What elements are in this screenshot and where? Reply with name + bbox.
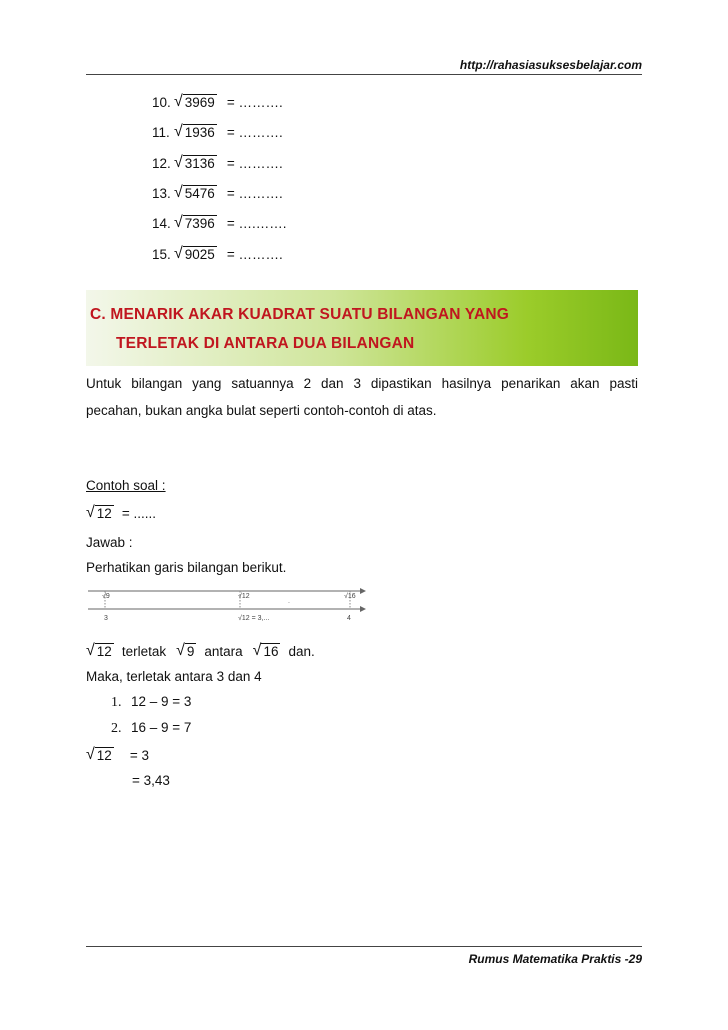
step-text: 12 – 9 = 3 [131, 694, 192, 709]
sqrt-icon: √ [86, 642, 95, 659]
exercise-answer: = ………. [226, 124, 283, 140]
top-arrow-icon [360, 588, 366, 594]
radicand: 3969 [184, 95, 215, 110]
sqrt-icon: √ [174, 93, 183, 110]
radicand: 16 [263, 644, 279, 659]
result-value-1: = 3 [129, 747, 149, 763]
sqrt-icon: √ [174, 184, 183, 201]
exercise-number: 15. [152, 246, 171, 262]
radical [253, 643, 281, 659]
sqrt-icon: √ [86, 504, 95, 521]
label-sqrt12-approx: √12 = 3,... [238, 615, 270, 622]
exercise-number: 11. [152, 124, 170, 140]
result-line-1 [86, 747, 149, 763]
step-text: 16 – 9 = 7 [131, 720, 192, 735]
intro-line-1: Untuk bilangan yang satuannya 2 dan 3 dipastikan hasilnya penarikan akan pasti [86, 376, 638, 391]
radicand: 9 [186, 644, 195, 659]
exercise-item [152, 155, 283, 171]
exercise-answer: = ………. [226, 155, 283, 171]
statement-line [86, 643, 315, 659]
radicand: 5476 [184, 186, 215, 201]
sqrt-icon: √ [174, 123, 183, 140]
example-question [86, 505, 156, 521]
instruction-text: Perhatikan garis bilangan berikut. [86, 560, 287, 575]
radicand: 12 [96, 748, 112, 763]
bottom-arrow-icon [360, 606, 366, 612]
radicand: 1936 [184, 125, 215, 140]
exercise-answer: = ………. [226, 94, 283, 110]
number-line-figure [88, 583, 366, 623]
statement-word: terletak [121, 643, 167, 659]
sqrt-icon: √ [176, 642, 185, 659]
label-sqrt9: √9 [102, 593, 110, 600]
radicand: 3136 [184, 156, 215, 171]
exercise-item [152, 215, 286, 231]
sqrt-icon: √ [174, 154, 183, 171]
exercise-number: 12. [152, 155, 171, 171]
header-url: http://rahasiasuksesbelajar.com [459, 58, 642, 72]
radical [176, 643, 196, 659]
footer-text: Rumus Matematika Praktis -29 [468, 952, 642, 966]
conclusion-text: Maka, terletak antara 3 dan 4 [86, 669, 262, 684]
footer-rule [86, 946, 642, 947]
radical [174, 94, 217, 110]
radical [86, 505, 114, 521]
radicand: 7396 [184, 216, 215, 231]
sqrt-icon: √ [252, 642, 262, 659]
label-sqrt12: √12 [238, 593, 250, 600]
sqrt-icon: √ [174, 245, 183, 262]
exercise-answer: = ….……. [226, 215, 287, 231]
exercise-item [152, 246, 283, 262]
exercise-item [152, 185, 283, 201]
radical [86, 747, 114, 763]
question-rest: = ...... [121, 505, 156, 521]
label-sqrt16: √16 [344, 593, 356, 600]
intro-line-2: pecahan, bukan angka bulat seperti contoh-contoh di atas. [86, 403, 437, 418]
dot-mark: . [288, 598, 290, 605]
exercise-answer: = ………. [226, 185, 283, 201]
step-item [111, 694, 191, 711]
sqrt-icon: √ [86, 746, 95, 763]
radical [174, 185, 217, 201]
radical [174, 215, 217, 231]
result-value-2: = 3,43 [132, 773, 170, 788]
example-heading: Contoh soal : [86, 478, 166, 493]
label-4: 4 [347, 615, 351, 622]
step-number: 1. [111, 695, 122, 710]
section-title-line-2: TERLETAK DI ANTARA DUA BILANGAN [116, 335, 415, 352]
radicand: 9025 [184, 247, 215, 262]
exercise-number: 13. [152, 185, 171, 201]
radical [174, 155, 217, 171]
header-rule [86, 74, 642, 75]
radicand: 12 [96, 506, 112, 521]
step-item [111, 720, 191, 737]
section-banner [86, 290, 638, 366]
radical [174, 246, 217, 262]
exercise-item [152, 94, 283, 110]
radicand: 12 [96, 644, 112, 659]
intro-paragraph [86, 370, 638, 424]
exercise-number: 14. [152, 215, 171, 231]
radical [174, 124, 217, 140]
statement-word: antara [204, 643, 243, 659]
exercise-number: 10. [152, 94, 171, 110]
exercise-item [152, 124, 283, 140]
step-number: 2. [111, 721, 122, 736]
radical [86, 643, 114, 659]
section-title-line-1: C. MENARIK AKAR KUADRAT SUATU BILANGAN YANG [90, 306, 510, 323]
answer-label: Jawab : [86, 535, 133, 550]
sqrt-icon: √ [174, 214, 183, 231]
exercise-answer: = ………. [226, 246, 283, 262]
statement-word: dan. [288, 643, 315, 659]
label-3: 3 [104, 615, 108, 622]
